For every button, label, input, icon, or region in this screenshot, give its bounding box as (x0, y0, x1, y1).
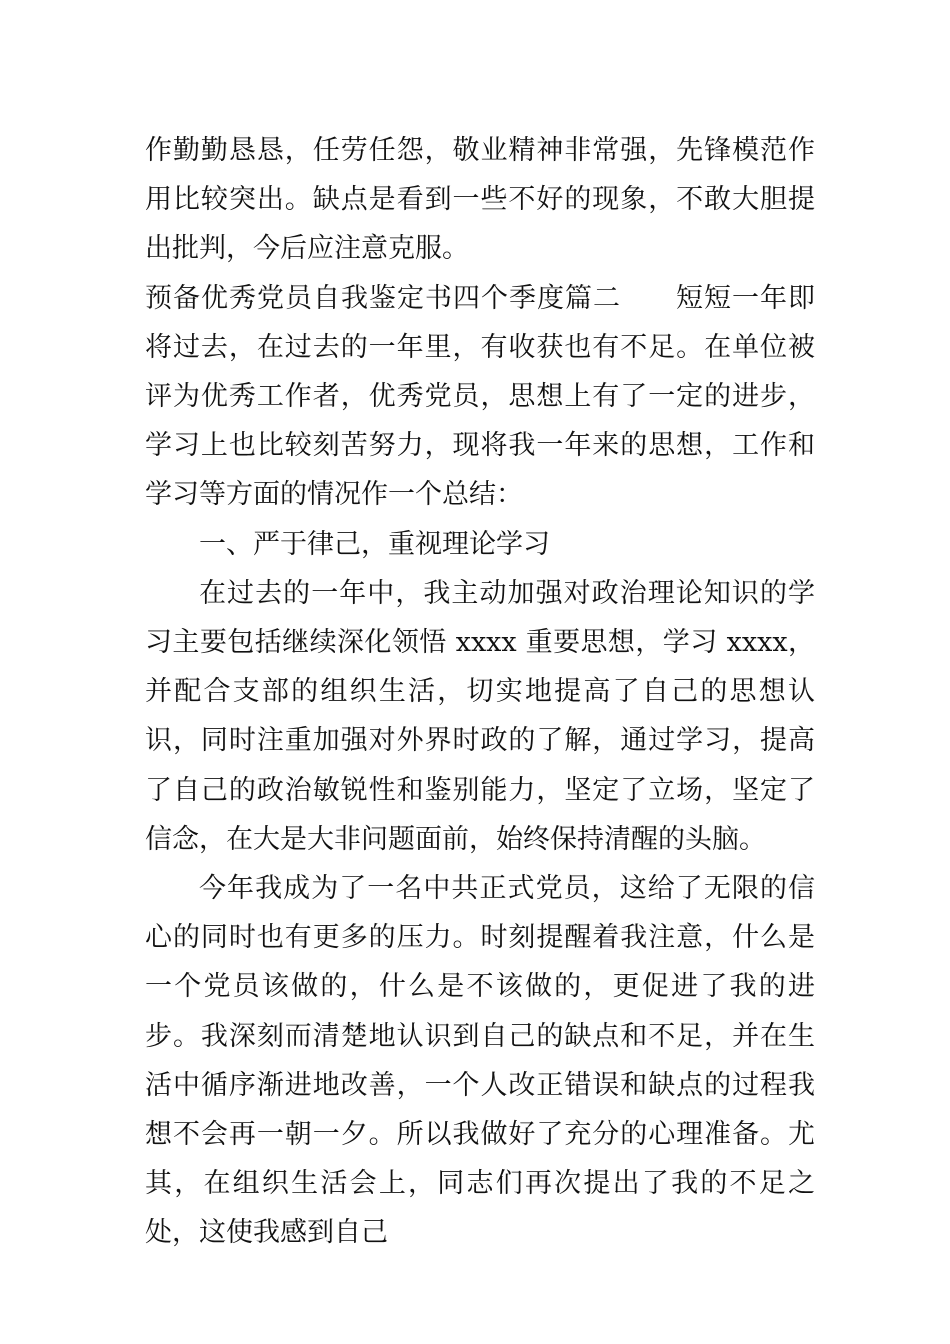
subheading-1: 一、严于律己，重视理论学习 (199, 528, 550, 560)
paragraph-4: 在过去的一年中，我主动加强对政治理论知识的学习主要包括继续深化领悟 xxxx 重要思想，学习 xxxx，并配合支部的组织生活，切实地提高了自己的思想认识，同时注重加强对外界时政的了解，通过学习，提高了自己的政治敏锐性和鉴别能力，坚定了立场，坚定了信念，在大是大非问题面前，始终保持清醒的头脑。 (145, 577, 815, 855)
paragraph-2 (145, 274, 815, 520)
paragraph-5: 今年我成为了一名中共正式党员，这给了无限的信心的同时也有更多的压力。时刻提醒着我注意，什么是一个党员该做的，什么是不该做的，更促进了我的进步。我深刻而清楚地认识到自己的缺点和不足，并在生活中循序渐进地改善，一个人改正错误和缺点的过程我想不会再一朝一夕。所以我做好了充分的心理准备。尤其，在组织生活会上，同志们再次提出了我的不足之处，这使我感到自己 (145, 873, 815, 1249)
section-heading: 预备优秀党员自我鉴定书四个季度篇二 (145, 282, 621, 314)
paragraph-1: 作勤勤恳恳，任劳任怨，敬业精神非常强，先锋模范作用比较突出。缺点是看到一些不好的现象，不敢大胆提出批判，今后应注意克服。 (145, 135, 815, 265)
document-body (145, 126, 815, 1258)
paragraph-2-text: 短短一年即将过去，在过去的一年里，有收获也有不足。在单位被评为优秀工作者，优秀党员，思想上有了一定的进步，学习上也比较刻苦努力，现将我一年来的思想，工作和学习等方面的情况作一个总结： (145, 282, 815, 511)
